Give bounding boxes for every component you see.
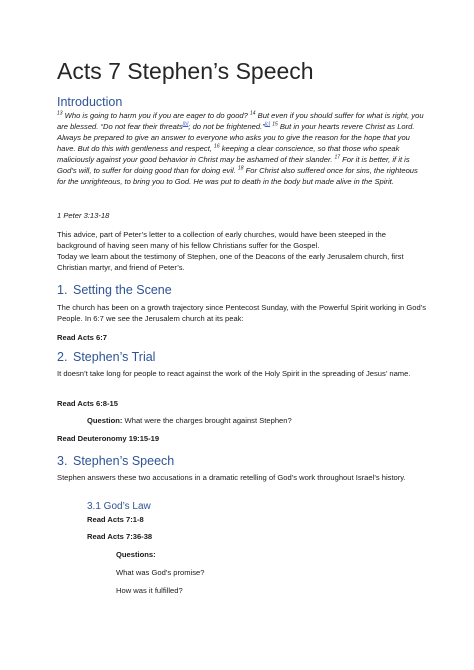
quote-text: ; do not be frightened.” (188, 122, 265, 131)
section-1-heading (57, 283, 172, 297)
section-2-paragraph: It doesn’t take long for people to react against the work of the Holy Spirit in the spreading of Jesus’ name. (57, 369, 411, 378)
read-acts-6-7: Read Acts 6:7 (57, 333, 107, 342)
question-promise: What was God’s promise? (116, 568, 205, 577)
intro-paragraph-line-1: This advice, part of Peter’s letter to a collection of early churches, would have been steeped in the background of having seen many of his fellow Christians suffer for the Gospel. (57, 230, 386, 250)
subsection-3-1-heading: 3.1 God’s Law (87, 501, 151, 512)
section-3-heading (57, 454, 174, 468)
footnote-link[interactable]: [c] (264, 121, 271, 128)
read-acts-7-36-38: Read Acts 7:36-38 (87, 532, 153, 541)
section-2-title: Stephen’s Trial (73, 350, 156, 364)
intro-paragraph-line-2: Today we learn about the testimony of Stephen, one of the Deacons of the early Jerusalem church, first Christian martyr, and friend of Peter’s. (57, 252, 404, 272)
quote-text: For it is better, if it is God’s will, to suffer for doing good than for doing evil. (57, 155, 410, 175)
introduction-heading: Introduction (57, 95, 123, 109)
verse-number: 17 (334, 154, 341, 161)
question-charges (87, 416, 292, 425)
section-1-number: 1. (57, 283, 68, 297)
section-3-paragraph: Stephen answers these two accusations in a dramatic retelling of God’s work throughout Israel’s history. (57, 473, 406, 482)
quote-text: For Christ also suffered once for sins, the righteous for the unrighteous, to bring you to God. He was put to death in the body but made alive in the Spirit. (57, 166, 418, 186)
quote-text: keeping a clear conscience, so that those who speak maliciously against your good behavior in Christ may be ashamed of their slander. (57, 144, 400, 164)
section-1-paragraph: The church has been on a growth trajectory since Pentecost Sunday, with the Powerful Spirit working in God’s People. In 6:7 we see the Jerusalem church at its peak: (57, 303, 427, 323)
scripture-quote (57, 110, 427, 187)
scripture-reference: 1 Peter 3:13-18 (57, 211, 110, 220)
read-acts-6-8-15: Read Acts 6:8-15 (57, 399, 118, 408)
question-text: What were the charges brought against Stephen? (122, 416, 292, 425)
verse-number: 18 (237, 165, 244, 172)
section-3-number: 3. (57, 454, 68, 468)
section-2-heading (57, 350, 155, 364)
verse-number: 14 (250, 110, 256, 117)
verse-number: 16 (214, 143, 220, 150)
footnote-link[interactable]: [b] (182, 121, 189, 128)
question-fulfilled: How was it fulfilled? (116, 586, 183, 595)
section-3-title: Stephen’s Speech (73, 454, 175, 468)
questions-label: Questions: (116, 550, 156, 559)
read-acts-7-1-8: Read Acts 7:1-8 (87, 515, 144, 524)
quote-text: But in your hearts revere Christ as Lord. Always be prepared to give an answer to everyone who asks you to give the reason for the hope that you have. But do this with gentleness and respect, (57, 122, 415, 153)
page-title: Acts 7 Stephen’s Speech (57, 58, 314, 84)
read-deuteronomy: Read Deuteronomy 19:15-19 (57, 434, 160, 443)
verse-number: 15 (272, 121, 278, 128)
intro-paragraph (57, 229, 427, 273)
section-1-title: Setting the Scene (73, 283, 172, 297)
question-label: Question: (87, 416, 123, 425)
quote-text: Who is going to harm you if you are eager to do good? (62, 111, 250, 120)
quote-text: But even if you should suffer for what is right, you are blessed. “Do not fear their threats (57, 111, 424, 131)
section-2-number: 2. (57, 350, 68, 364)
verse-number: 13 (57, 110, 63, 117)
